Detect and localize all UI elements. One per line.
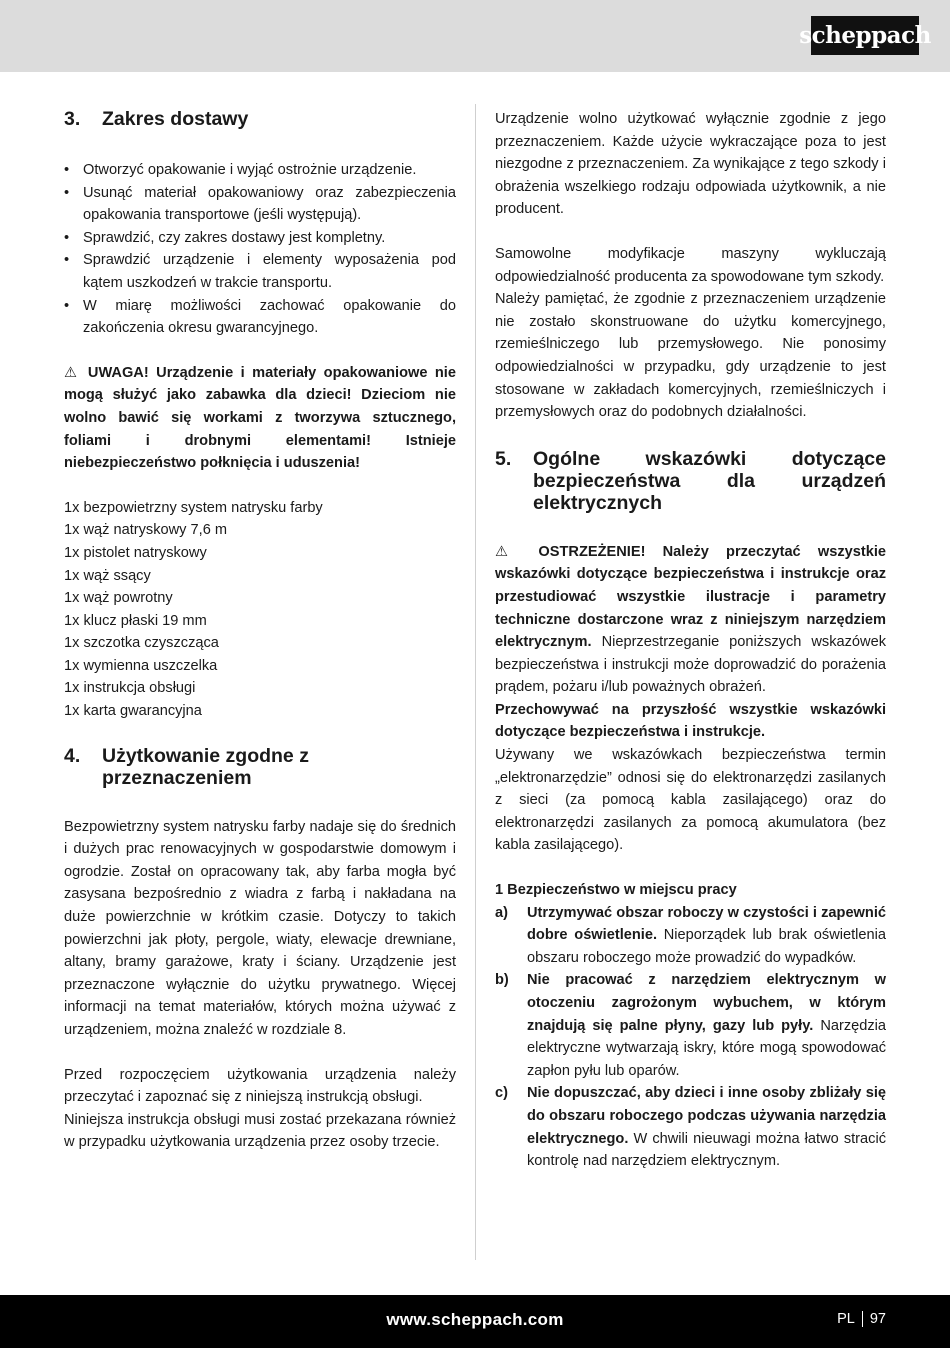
warning-label: OSTRZEŻENIE! — [538, 543, 646, 560]
safety-point — [495, 969, 886, 1082]
page-separator — [862, 1311, 863, 1327]
section-number: 3. — [64, 108, 81, 130]
section-title: Zakres dostawy — [102, 108, 249, 130]
section-5-heading — [495, 448, 886, 514]
safety-point — [495, 1082, 886, 1172]
point-bold: Nie pracować z narzędziem elektrycznym w otoczeniu zagrożonym wybuchem, w którym znajdują się palne płyny, gazy lub pyły. — [527, 972, 886, 1034]
delivery-items — [64, 497, 456, 723]
warning-text: Urządzenie i materiały opakowaniowe nie mogą służyć jako zabawka dla dzieci! Dzieciom nie wolno bawić się workami z tworzywa sztucznego, foliami i drobnymi elementami! Istnieje niebezpieczeństwo połknięcia i uduszenia! — [64, 364, 456, 472]
paragraph: Bezpowietrzny system natrysku farby nadaje się do średnich i dużych prac renowacyjnych w gospodarstwie domowym i ogrodzie. Został on opracowany tak, aby farba mogła być zasysana bezpośrednio z wiadra z farbą i nakładana na duże powierzchnie w krótkim czasie. Dotyczy to takich powierzchni jak płoty, pergole, wiaty, elewacje drewniane, altany, bramy garażowe, kraty i ściany. Urządzenie jest przeznaczone wyłącznie do użytku prywatnego. Więcej informacji na temat materiałów, których można używać z urządzeniem, można znaleźć w rozdziale 8. — [64, 818, 456, 1038]
point-body: Nieporządek lub brak oświetlenia obszaru roboczego może prowadzić do wypadków. — [527, 927, 886, 966]
paragraph: Należy pamiętać, że zgodnie z przeznaczeniem urządzenie nie zostało skonstruowane do użytku komercyjnego, rzemieślniczego lub przemysłowego. Nie ponosimy odpowiedzialności w przypadku, gdy urządzenie to jest stosowane w zakładach komercyjnych, rzemieślniczych i przemysłowych oraz do podobnych działalności. — [495, 291, 886, 421]
unpacking-steps — [64, 159, 456, 340]
point-text — [527, 902, 886, 970]
warning-icon: ⚠ — [64, 364, 81, 381]
list-item: 1x pistolet natryskowy — [64, 544, 207, 561]
list-item: 1x karta gwarancyjna — [64, 703, 202, 720]
point-label: b) — [495, 972, 509, 989]
list-item: • W miarę możliwości zachować opakowanie do zakończenia okresu gwarancyjnego. — [64, 295, 456, 340]
list-item: 1x klucz płaski 19 mm — [64, 612, 207, 629]
point-body: W chwili nieuwagi można łatwo stracić kontrolę nad narzędziem elektrycznym. — [527, 1130, 886, 1170]
paragraph: Urządzenie wolno użytkować wyłącznie zgodnie z jego przeznaczeniem. Każde użycie wykraczające poza to jest niezgodne z przeznaczeniem. Za wynikające z tego szkody i obrażenia wszelkiego rodzaju odpowiada użytkownik, a nie producent. — [495, 111, 886, 218]
term-note: Używany we wskazówkach bezpieczeństwa termin „elektronarzędzie” odnosi się do elektronarzędzi zasilanych z sieci (za pomocą kabla zasilającego) oraz do elektronarzędzi zasilanych za pomocą akumulatora (bez kabla zasilającego). — [495, 747, 886, 854]
list-item: 1x bezpowietrzny system natrysku farby — [64, 499, 323, 516]
list-item: 1x wąż ssący — [64, 567, 151, 584]
section-3-heading — [64, 108, 456, 130]
list-item: 1x wąż powrotny — [64, 590, 173, 607]
section-4-heading — [64, 745, 456, 789]
paragraph: Przed rozpoczęciem użytkowania urządzenia należy przeczytać i zapoznać się z niniejszą instrukcją obsługi. — [64, 1066, 456, 1106]
point-bold: Utrzymywać obszar roboczy w czystości i zapewnić dobre oświetlenie. — [527, 904, 886, 944]
paragraph: Niniejsza instrukcja obsługi musi zostać przekazana również w przypadku użytkowania urządzenia przez osoby trzecie. — [64, 1111, 456, 1151]
point-text — [527, 969, 886, 1082]
list-item: • Sprawdzić, czy zakres dostawy jest kompletny. — [64, 227, 456, 250]
website-link[interactable]: www.scheppach.com — [386, 1310, 564, 1329]
warning-text: Nieprzestrzeganie poniższych wskazówek bezpieczeństwa i instrukcji może doprowadzić do porażenia prądem, pożaru i/lub poważnych obrażeń. — [495, 634, 886, 696]
list-item: 1x wymienna uszczelka — [64, 657, 218, 674]
warning-label: UWAGA! — [87, 364, 149, 381]
point-label: a) — [495, 904, 508, 921]
page-footer — [0, 1295, 950, 1348]
list-item: 1x instrukcja obsługi — [64, 680, 196, 697]
point-bold: Nie dopuszczać, aby dzieci i inne osoby zbliżały się do obszaru roboczego podczas używania narzędzia elektrycznego. — [527, 1085, 886, 1147]
list-item: • Usunąć materiał opakowaniowy oraz zabezpieczenia opakowania transportowe (jeśli występują). — [64, 182, 456, 227]
warning-bold-text: Należy przeczytać wszystkie wskazówki dotyczące bezpieczeństwa i instrukcje oraz przestudiować wszystkie ilustracje i parametry techniczne dostarczone wraz z niniejszym narzędziem elektrycznym. — [495, 543, 886, 651]
subsection-title: 1 Bezpieczeństwo w miejscu pracy — [495, 882, 737, 899]
section-number: 4. — [64, 744, 81, 767]
section-title: Użytkowanie zgodne z przeznaczeniem — [102, 744, 309, 789]
page-indicator — [837, 1311, 886, 1327]
keep-instructions-note: Przechowywać na przyszłość wszystkie wskazówki dotyczące bezpieczeństwa i instrukcje. — [495, 701, 886, 741]
language-code: PL — [837, 1311, 855, 1327]
paragraph: Samowolne modyfikacje maszyny wykluczają odpowiedzialność producenta za spowodowane tym szkody. — [495, 245, 886, 285]
warning-block — [495, 541, 886, 699]
page-header — [0, 0, 950, 72]
list-item: 1x wąż natryskowy 7,6 m — [64, 522, 228, 539]
right-column — [495, 108, 886, 1173]
point-label: c) — [495, 1085, 508, 1102]
warning-icon: ⚠ — [495, 543, 522, 560]
list-item: 1x szczotka czyszcząca — [64, 635, 219, 652]
list-item: • Sprawdzić urządzenie i elementy wyposażenia pod kątem uszkodzeń w trakcie transportu. — [64, 249, 456, 294]
scheppach-logo: scheppach — [811, 16, 919, 55]
section-title: Ogólne wskazówki dotyczące bezpieczeństwa dla urządzeń elektrycznych — [533, 447, 886, 514]
page-number: 97 — [869, 1311, 886, 1327]
warning-block — [64, 362, 456, 475]
point-body: Narzędzia elektryczne wytwarzają iskry, które mogą spowodować zapłon pyłu lub oparów. — [527, 1017, 887, 1079]
left-column — [64, 108, 456, 1154]
column-divider — [475, 104, 476, 1260]
point-text — [527, 1082, 886, 1172]
section-number: 5. — [495, 447, 512, 470]
list-item: • Otworzyć opakowanie i wyjąć ostrożnie urządzenie. — [64, 159, 456, 182]
safety-point — [495, 902, 886, 970]
